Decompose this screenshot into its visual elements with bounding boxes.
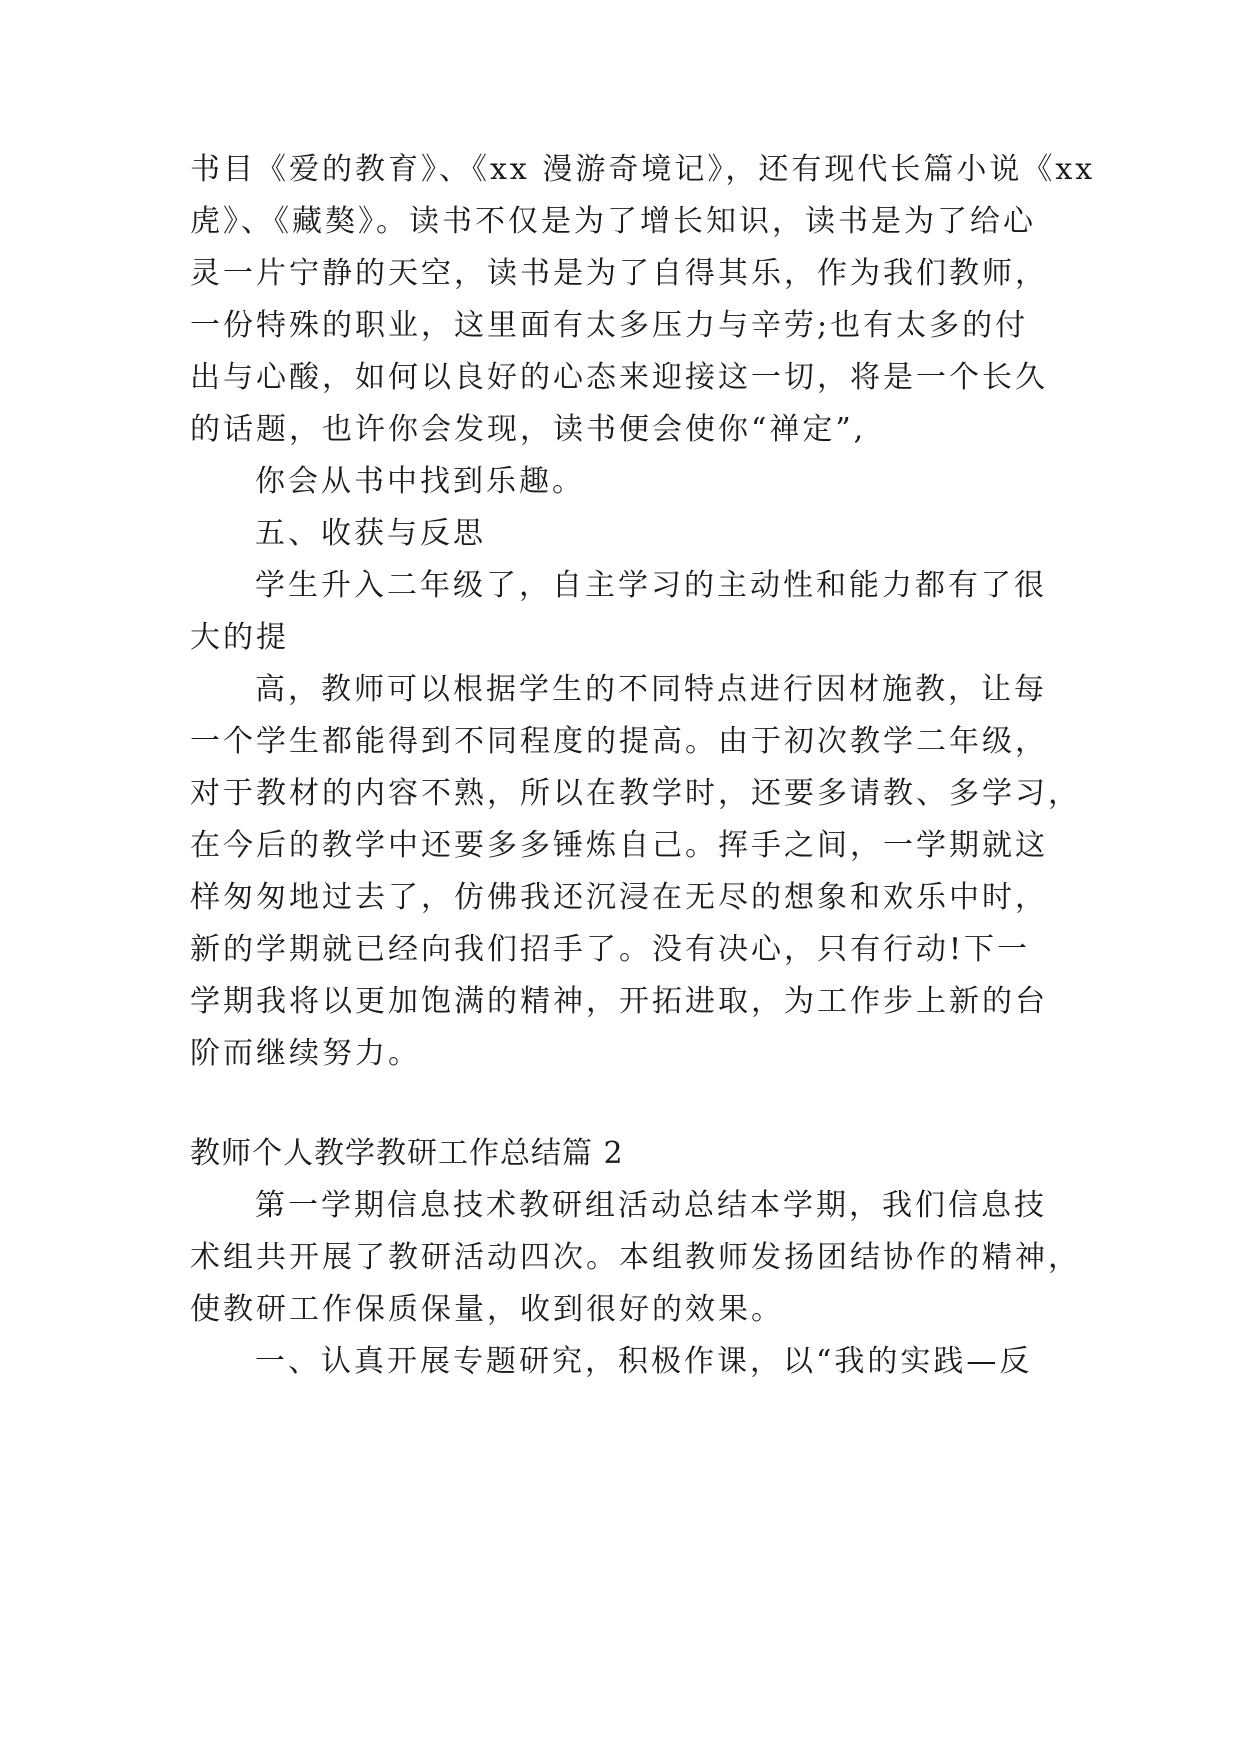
paragraph-line: 大的提 — [190, 620, 289, 655]
paragraph-line: 灵一片宁静的天空，读书是为了自得其乐，作为我们教师， — [190, 256, 1048, 291]
paragraph-line: 出与心酸，如何以良好的心态来迎接这一切，将是一个长久 — [190, 360, 1048, 395]
paragraph-line: 在今后的教学中还要多多锤炼自己。挥手之间，一学期就这 — [190, 828, 1048, 863]
paragraph-line: 虎》、《藏獒》。读书不仅是为了增长知识，读书是为了给心 — [190, 204, 1036, 239]
paragraph-line: 术组共开展了教研活动四次。本组教师发扬团结协作的精神， — [190, 1240, 1081, 1275]
paragraph-line: 你会从书中找到乐趣。 — [255, 464, 585, 499]
paragraph-line: 学生升入二年级了，自主学习的主动性和能力都有了很 — [255, 568, 1047, 603]
paragraph-line: 一、认真开展专题研究，积极作课，以“我的实践—反 — [255, 1344, 1033, 1379]
paragraph-line: 第一学期信息技术教研组活动总结本学期，我们信息技 — [255, 1188, 1047, 1223]
paragraph-line: 新的学期就已经向我们招手了。没有决心，只有行动!下一 — [190, 932, 1031, 967]
paragraph-line: 学期我将以更加饱满的精神，开拓进取，为工作步上新的台 — [190, 984, 1048, 1019]
section-heading: 五、收获与反思 — [255, 516, 486, 551]
paragraph-line: 样匆匆地过去了，仿佛我还沉浸在无尽的想象和欢乐中时， — [190, 880, 1048, 915]
paragraph-line: 一个学生都能得到不同程度的提高。由于初次教学二年级， — [190, 724, 1048, 759]
paragraph-line: 书目《爱的教育》、《xx 漫游奇境记》，还有现代长篇小说《xx — [190, 152, 1096, 187]
paragraph-line: 对于教材的内容不熟，所以在教学时，还要多请教、多学习， — [190, 776, 1081, 811]
paragraph-line: 的话题，也许你会发现，读书便会使你“禅定”, — [190, 412, 867, 447]
paragraph-line: 高，教师可以根据学生的不同特点进行因材施教，让每 — [255, 672, 1047, 707]
paragraph-line: 使教研工作保质保量，收到很好的效果。 — [190, 1292, 784, 1327]
paragraph-line: 一份特殊的职业，这里面有太多压力与辛劳;也有太多的付 — [190, 308, 1029, 343]
paragraph-line: 阶而继续努力。 — [190, 1036, 421, 1071]
section-title: 教师个人教学教研工作总结篇 2 — [190, 1136, 624, 1171]
